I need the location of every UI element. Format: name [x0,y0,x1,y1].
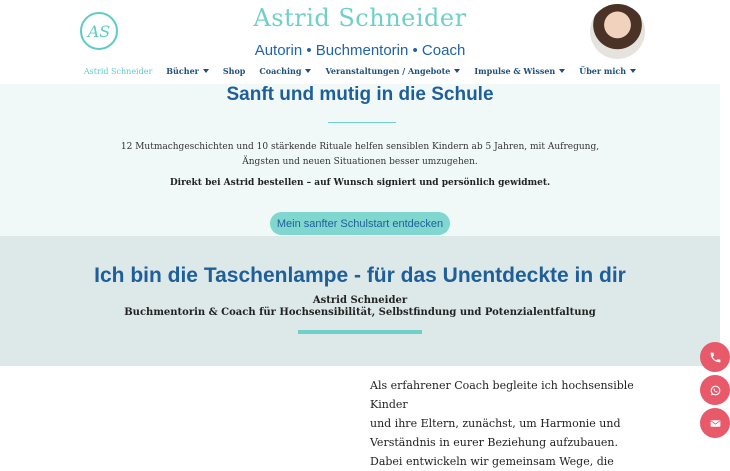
nav-item-shop[interactable] [223,64,246,78]
site-header [0,0,720,84]
nav-item-label: Impulse & Wissen [474,66,556,76]
chevron-down-icon [203,69,209,73]
logo-text: AS [87,21,111,41]
whatsapp-button[interactable] [700,375,730,405]
hero-section [0,84,720,236]
mail-icon [709,417,722,430]
nav-item-label: Coaching [259,66,302,76]
nav-item-coaching[interactable] [259,64,311,78]
nav-item-impulse[interactable] [474,64,565,78]
band-title: Ich bin die Taschenlampe - für das Unentdeckte in dir [94,264,626,287]
band-subtitle: Buchmentorin & Coach für Hochsensibilität, Selbstfindung und Potenzialentfaltung [124,307,596,318]
tagline: Autorin • Buchmentorin • Coach [254,42,466,59]
avatar [590,4,645,59]
whatsapp-icon [709,384,722,397]
chevron-down-icon [630,69,636,73]
chevron-down-icon [305,69,311,73]
hero-divider [328,122,396,123]
hero-title: Sanft und mutig in die Schule [226,84,494,105]
nav-item-astrid-schneider[interactable] [84,64,152,78]
body-line: Als erfahrener Coach begleite ich hochsensible Kinder [370,379,634,411]
nav-item-label: Über mich [579,66,627,76]
body-text [370,376,670,471]
nav-item-label: Veranstaltungen / Angebote [325,66,451,76]
main-nav [0,64,720,78]
band-name: Astrid Schneider [312,295,408,306]
nav-item-label: Bücher [166,66,199,76]
body-line: Verständnis in eurer Beziehung aufzubauen. [370,436,618,449]
chevron-down-icon [559,69,565,73]
cta-button[interactable]: Mein sanfter Schulstart entdecken [270,212,450,235]
nav-item-buecher[interactable] [166,64,209,78]
band-divider [298,330,422,334]
nav-item-ueber-mich[interactable] [579,64,636,78]
chevron-down-icon [454,69,460,73]
nav-item-veranstaltungen[interactable] [325,64,460,78]
phone-button[interactable] [700,342,730,372]
site-title[interactable]: Astrid Schneider [253,4,467,32]
phone-icon [709,351,722,364]
nav-item-label: Astrid Schneider [83,66,153,76]
hero-description: 12 Mutmachgeschichten und 10 stärkende Rituale helfen sensiblen Kindern ab 5 Jahren, mit Aufregung, Ängsten und neuen Situationen besser umzugehen. [120,142,600,167]
body-line: Dabei entwickeln wir gemeinsam Wege, die [370,455,614,468]
body-line: und ihre Eltern, zunächst, um Harmonie und [370,417,621,430]
nav-item-label: Shop [222,66,246,76]
mail-button[interactable] [700,408,730,438]
hero-order-note: Direkt bei Astrid bestellen – auf Wunsch signiert und persönlich gewidmet. [169,178,551,188]
intro-band [0,236,720,366]
